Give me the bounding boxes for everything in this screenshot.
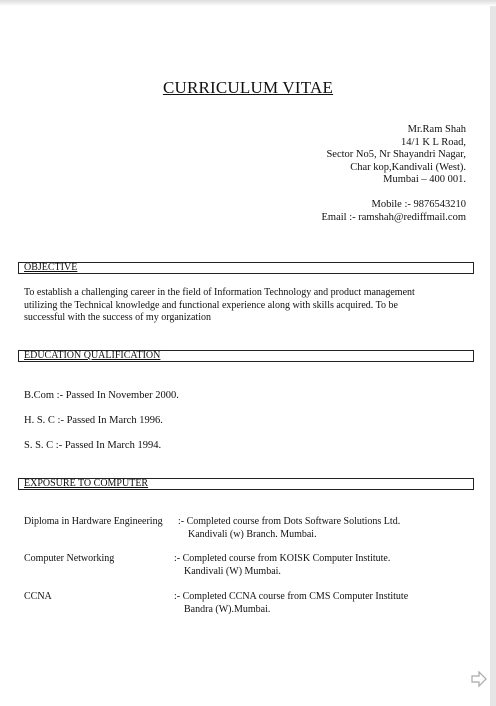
contact-block xyxy=(322,198,466,224)
section-header-label: EXPOSURE TO COMPUTER xyxy=(24,478,149,489)
mobile-number: Mobile :- 9876543210 xyxy=(371,199,466,210)
objective-line: To establish a challenging career in the field of Information Technology and product management xyxy=(24,287,415,298)
objective-line: successful with the success of my organization xyxy=(24,312,211,323)
address-line: 14/1 K L Road, xyxy=(401,136,466,148)
exposure-label: Diploma in Hardware Engineering xyxy=(24,516,163,527)
section-header-exposure xyxy=(18,478,474,490)
email-address: Email :- ramshah@rediffmail.com xyxy=(321,212,466,223)
section-header-label: EDUCATION QUALIFICATION xyxy=(24,350,161,361)
exposure-detail: :- Completed course from KOISK Computer Institute. xyxy=(174,553,391,564)
exposure-label: CCNA xyxy=(24,591,52,602)
section-header-objective xyxy=(18,262,474,274)
address-line: Sector No5, Nr Shayandri Nagar, xyxy=(326,149,466,161)
exposure-label: Computer Networking xyxy=(24,553,115,564)
education-item: S. S. C :- Passed In March 1994. xyxy=(24,440,162,451)
address-line: Char kop,Kandivali (West). xyxy=(350,161,466,173)
document-title: CURRICULUM VITAE xyxy=(162,78,334,97)
exposure-location: Kandivali (W) Mumbai. xyxy=(184,565,281,577)
objective-text xyxy=(24,287,454,325)
section-header-education xyxy=(18,350,474,362)
education-item: H. S. C :- Passed In March 1996. xyxy=(24,415,163,426)
address-block xyxy=(326,124,466,187)
education-item: B.Com :- Passed In November 2000. xyxy=(24,390,179,401)
exposure-location: Kandivali (w) Branch. Mumbai. xyxy=(188,528,317,540)
address-city: Mumbai – 400 001. xyxy=(383,174,466,186)
address-name: Mr.Ram Shah xyxy=(407,124,466,135)
objective-line: utilizing the Technical knowledge and functional experience along with skills acquired. To be xyxy=(24,299,398,311)
exposure-detail: :- Completed course from Dots Software Solutions Ltd. xyxy=(178,516,401,527)
exposure-detail: :- Completed CCNA course from CMS Computer Institute xyxy=(174,591,409,602)
exposure-location: Bandra (W).Mumbai. xyxy=(184,603,271,615)
section-header-label: OBJECTIVE xyxy=(24,262,78,273)
top-shadow xyxy=(0,0,496,6)
arrow-right-icon[interactable] xyxy=(470,670,488,688)
